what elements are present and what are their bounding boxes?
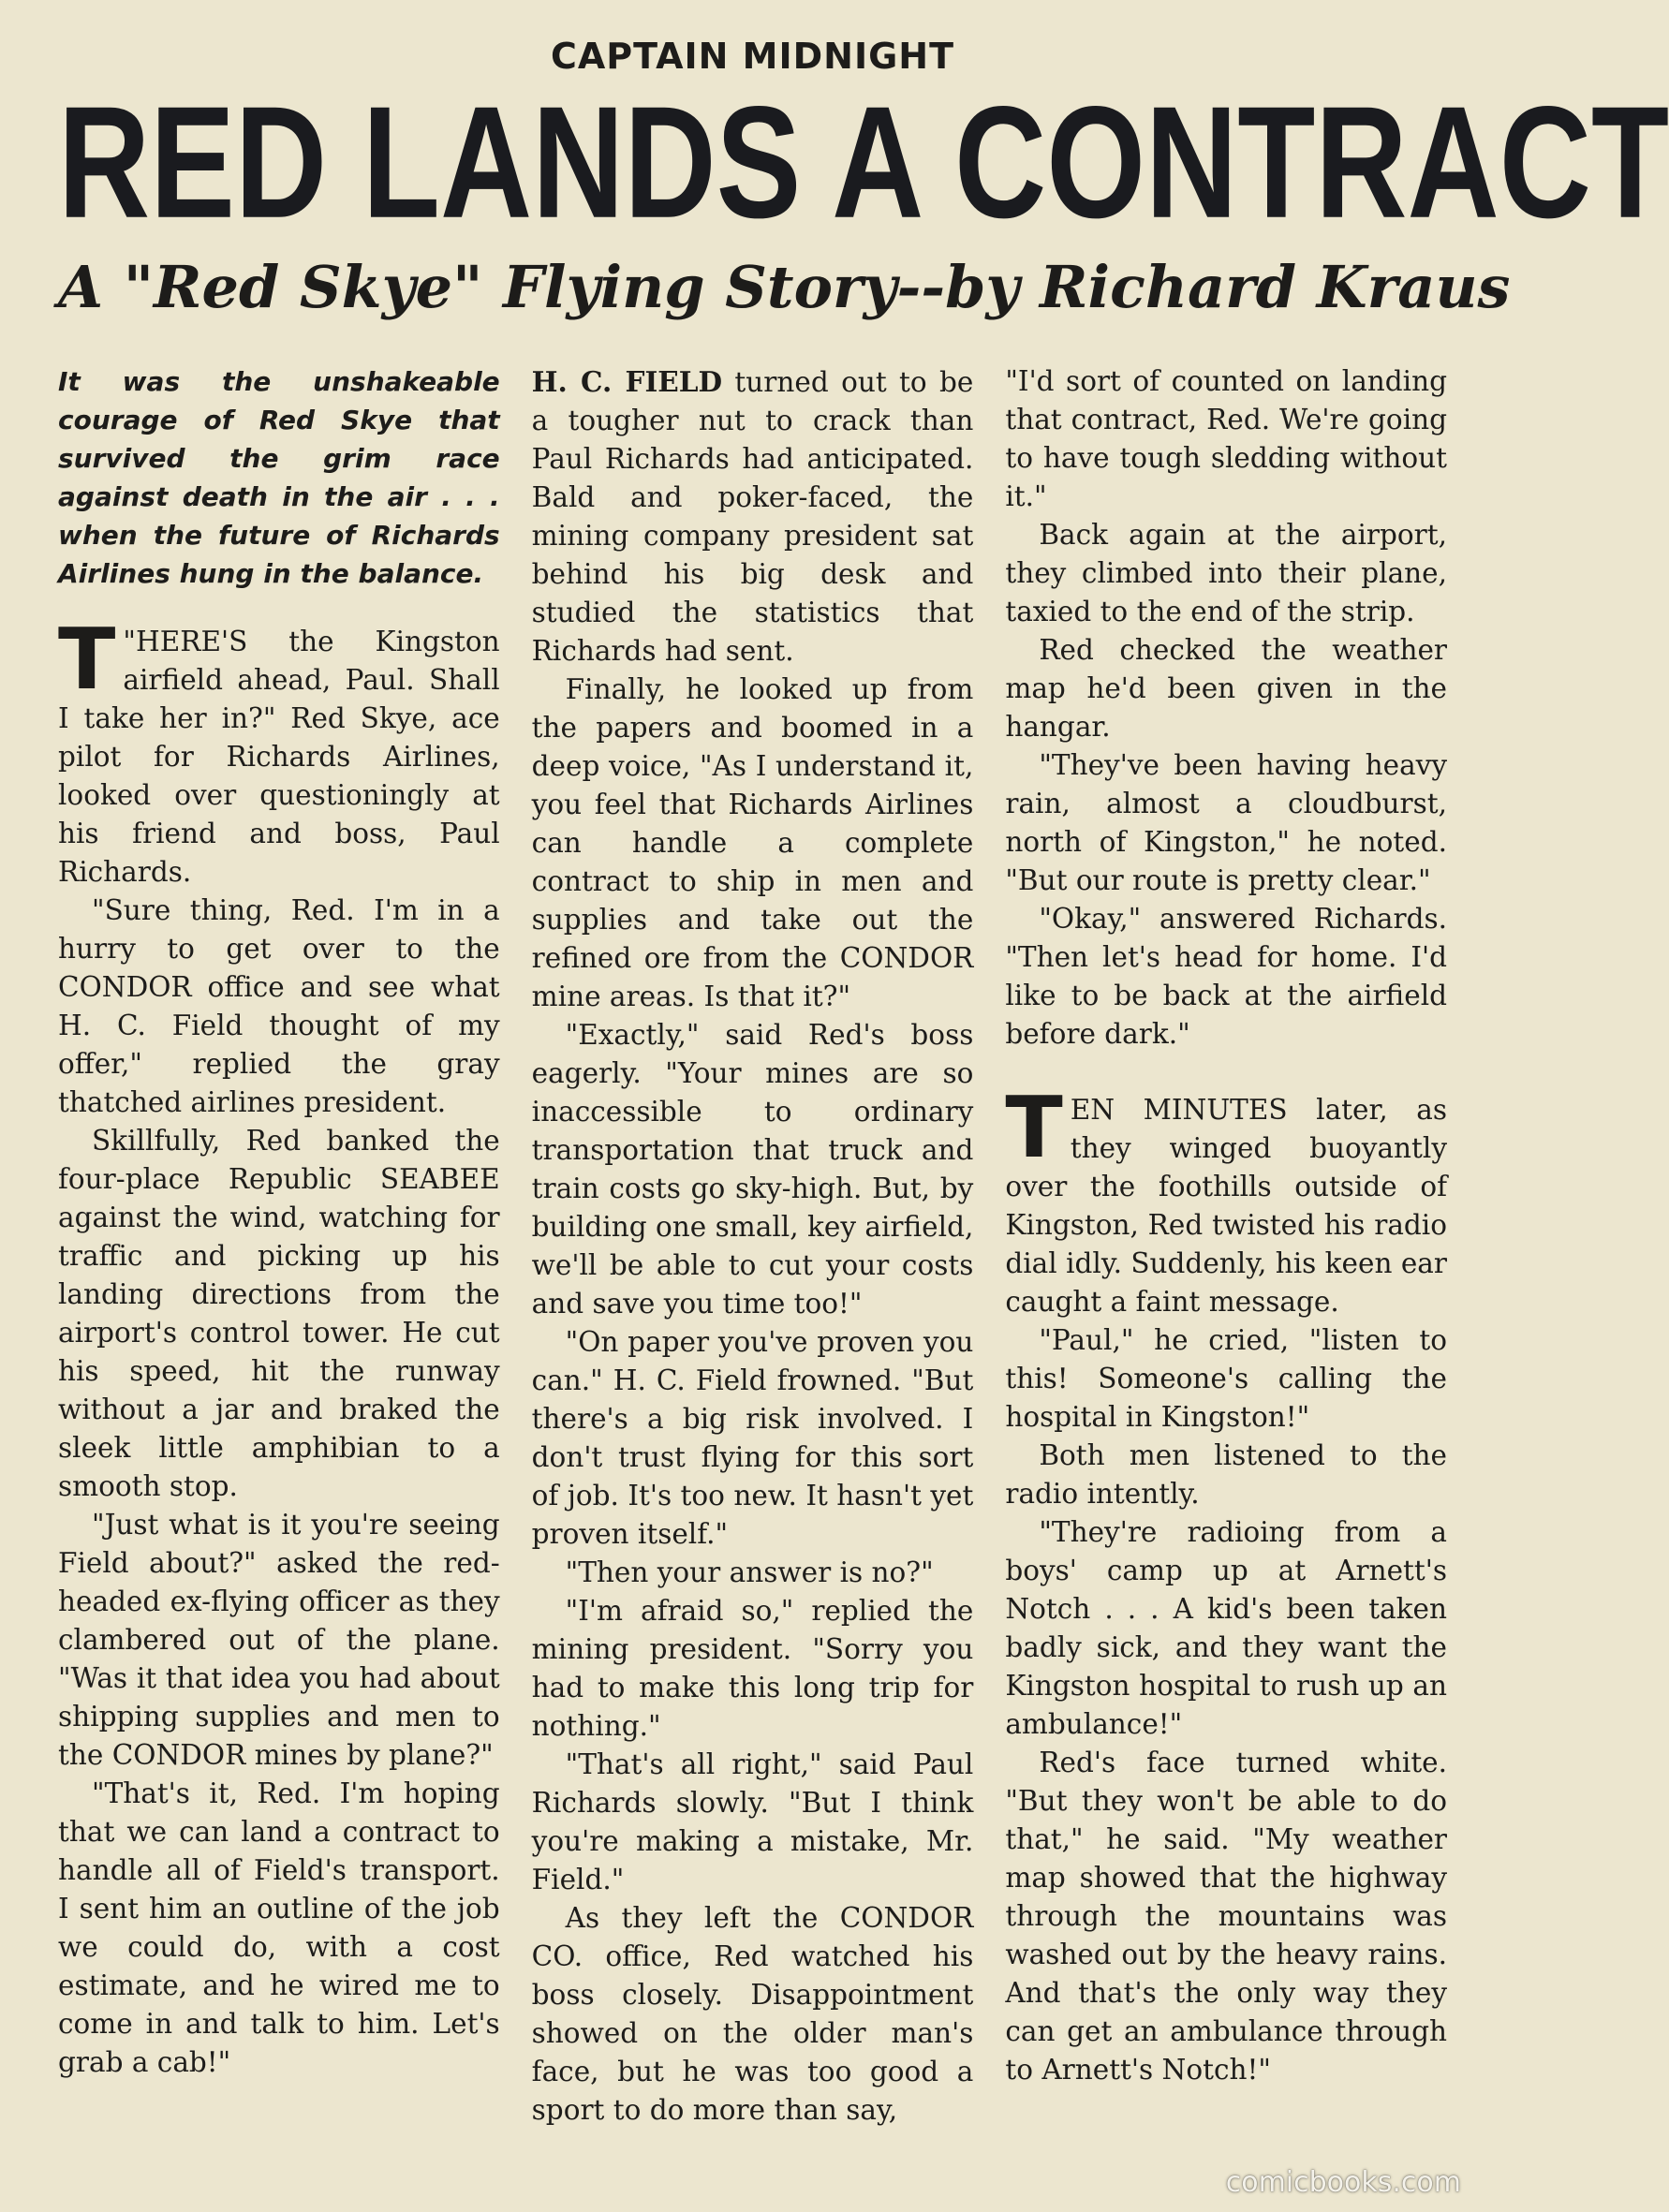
drop-cap: T xyxy=(58,611,116,709)
paragraph: Red's face turned white. "But they won't be able to do that," he said. "My weather map showed that the highway through the mountains was washed out by the heavy rains. And that's the only way they can get an ambulance through to Arnett's Notch!" xyxy=(1005,1747,1448,2086)
paragraph: "Then your answer is no?" xyxy=(565,1556,934,1588)
paragraph: TEN MINUTES later, as they winged buoyantly over the foothills outside of Kingston, Red twisted his radio dial idly. Suddenly, his keen ear caught a faint message. xyxy=(1005,1079,1448,1318)
section-break xyxy=(1005,1054,1447,1091)
paragraph: "They're radioing from a boys' camp up at Arnett's Notch . . . A kid's been taken badly sick, and they want the Kingston hospital to rush up an ambulance!" xyxy=(1005,1516,1448,1740)
paragraph: "Exactly," said Red's boss eagerly. "Your mines are so inaccessible to ordinary transportation that truck and train costs go sky-high. But, by building one small, key airfield, we'll be able to cut your costs and save you time too!" xyxy=(531,1019,974,1320)
paragraph: "Paul," he cried, "listen to this! Someone's calling the hospital in Kingston!" xyxy=(1005,1324,1448,1433)
lead-in: H. C. FIELD xyxy=(531,365,723,398)
column-2 xyxy=(532,362,974,2130)
paragraph: "On paper you've proven you can." H. C. Field frowned. "But there's a big risk involved. I don't trust flying for this sort of job. It's too new. It hasn't yet proven itself." xyxy=(531,1326,974,1550)
text-columns xyxy=(58,362,1447,2130)
column-3 xyxy=(1005,362,1447,2130)
story-subtitle: A "Red Skye" Flying Story--by Richard Kraus xyxy=(58,253,1511,321)
paragraph: "That's it, Red. I'm hoping that we can land a contract to handle all of Field's transport. I sent him an outline of the job we could do, with a cost estimate, and he wired me to come in and talk to him. Let's grab a cab!" xyxy=(58,1777,500,2078)
masthead: CAPTAIN MIDNIGHT xyxy=(550,36,955,77)
paragraph: "Okay," answered Richards. "Then let's head for home. I'd like to be back at the airfield before dark." xyxy=(1005,903,1448,1050)
paragraph: "They've been having heavy rain, almost a cloudburst, north of Kingston," he noted. "But our route is pretty clear." xyxy=(1005,749,1448,896)
paragraph: "I'd sort of counted on landing that contract, Red. We're going to have tough sledding without it." xyxy=(1005,365,1448,512)
paragraph: "I'm afraid so," replied the mining president. "Sorry you had to make this long trip for nothing." xyxy=(531,1595,974,1742)
drop-cap: T xyxy=(1005,1079,1063,1177)
paragraph: H. C. FIELD turned out to be a tougher nut to crack than Paul Richards had anticipated. Bald and poker-faced, the mining company president sat behind his big desk and studied the statistics that Richards had sent. xyxy=(531,365,974,667)
paragraph: Back again at the airport, they climbed into their plane, taxied to the end of the strip. xyxy=(1005,519,1448,627)
paragraph: Red checked the weather map he'd been given in the hangar. xyxy=(1005,634,1448,743)
story-headline: RED LANDS A CONTRACT xyxy=(58,73,1669,251)
paragraph: As they left the CONDOR CO. office, Red watched his boss closely. Disappointment showed on the older man's face, but he was too good a sport to do more than say, xyxy=(531,1902,974,2126)
paragraph: "That's all right," said Paul Richards slowly. "But I think you're making a mistake, Mr. Field." xyxy=(531,1748,974,1895)
paragraph: " T HERE'S the Kingston airfield ahead, Paul. Shall I take her in?" Red Skye, ace pilot for Richards Airlines, looked over questioningly at his friend and boss, Paul Richards. xyxy=(58,611,500,888)
paragraph: "Sure thing, Red. I'm in a hurry to get over to the CONDOR office and see what H. C. Field thought of my offer," replied the gray thatched airlines president. xyxy=(58,894,500,1118)
column-1 xyxy=(58,362,500,2130)
open-quote: " xyxy=(123,626,136,657)
paragraph: Both men listened to the radio intently. xyxy=(1005,1439,1448,1510)
site-watermark: comicbooks.com xyxy=(1225,2166,1461,2199)
intro-blurb: It was the unshakeable courage of Red Skye that survived the grim race against death in the air . . . when the future of Richards Airlines hung in the balance. xyxy=(58,366,500,589)
paragraph: Skillfully, Red banked the four-place Republic SEABEE against the wind, watching for traffic and picking up his landing directions from the airport's control tower. He cut his speed, hit the runway without a jar and braked the sleek little amphibian to a smooth stop. xyxy=(58,1125,500,1502)
paragraph: Finally, he looked up from the papers and boomed in a deep voice, "As I understand it, you feel that Richards Airlines can handle a complete contract to ship in men and supplies and take out the refined ore from the CONDOR mine areas. Is that it?" xyxy=(531,673,974,1012)
paragraph: "Just what is it you're seeing Field about?" asked the red-headed ex-flying officer as they clambered out of the plane. "Was it that idea you had about shipping supplies and men to the CONDOR mines by plane?" xyxy=(58,1509,500,1771)
